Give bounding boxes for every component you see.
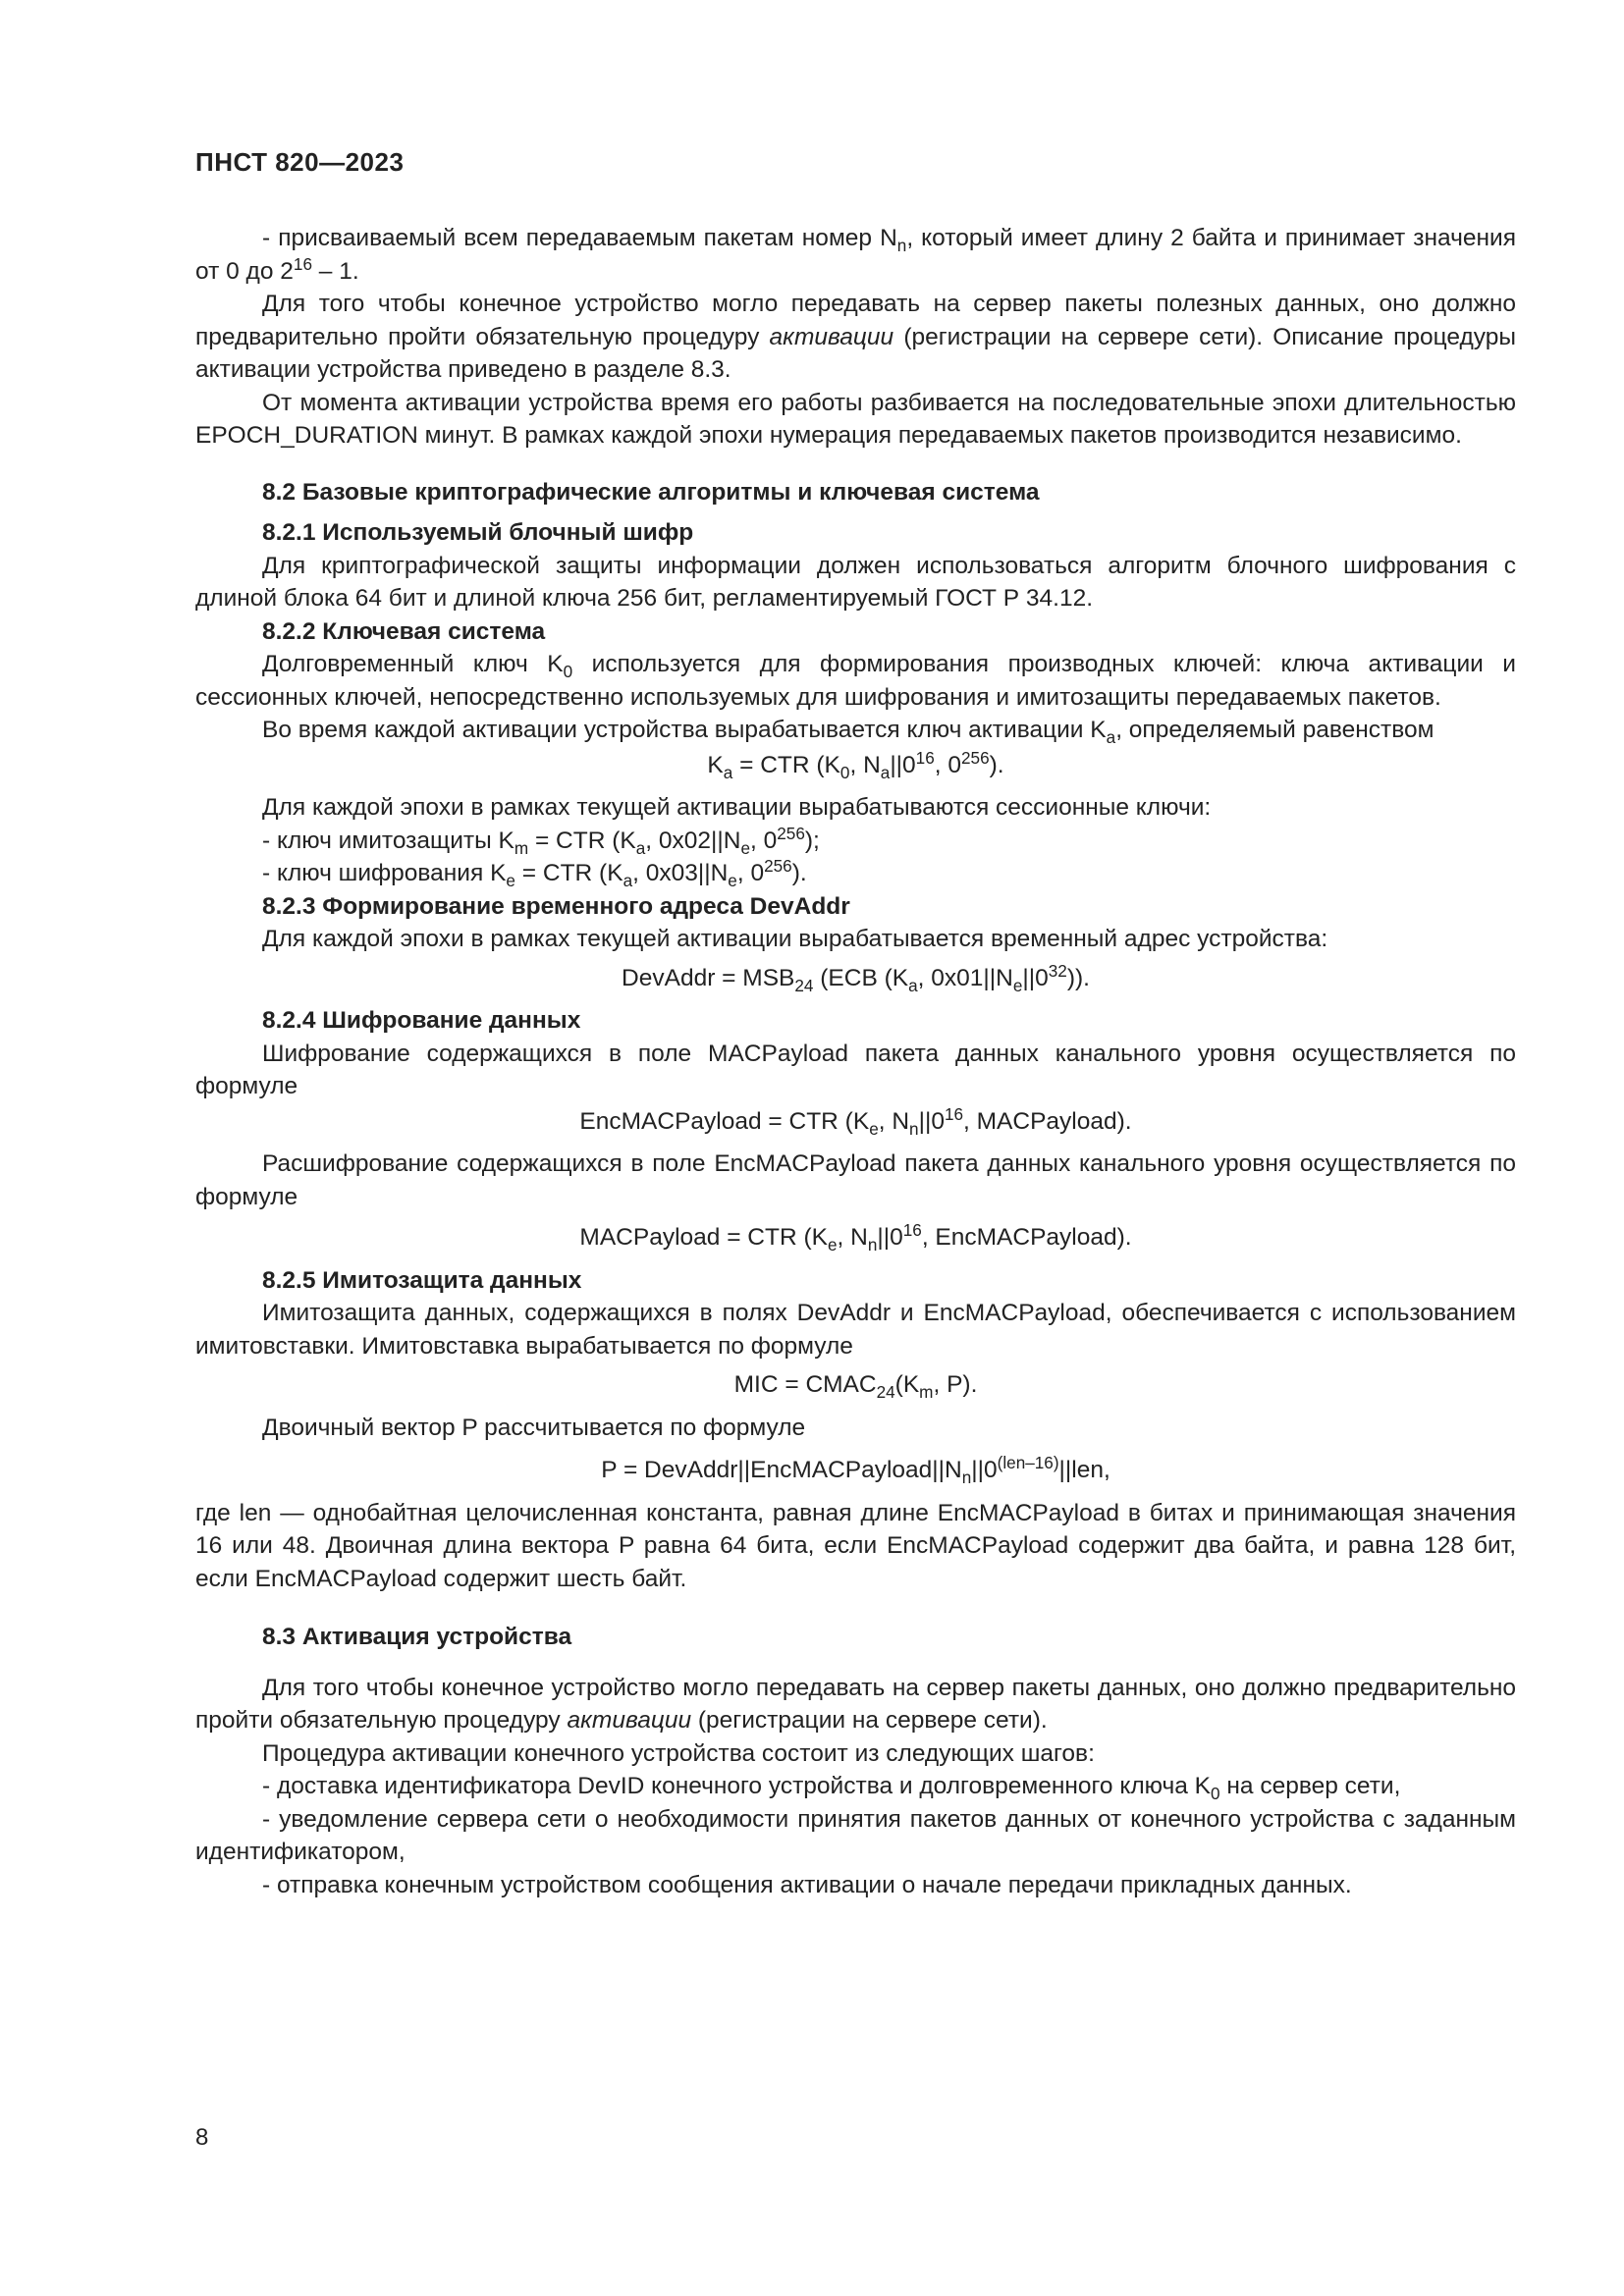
section-8-2-2-paragraph-2: Во время каждой активации устройства вырабатывается ключ активации $K_a$, определяемый равенством [262, 717, 1435, 747]
section-8-2-5-paragraph-2: Двоичный вектор P рассчитывается по формуле [262, 1414, 806, 1441]
formula-ka: $K_a$ = CTR ($K_0$, $N_a||0^{16}$, $0^{256}$). [707, 747, 1004, 782]
formula-decrypt: MACPayload = CTR ($K_e$, $N_n||0^{16}$, EncMACPayload). [579, 1219, 1132, 1255]
section-8-2-1-title: 8.2.1 Используемый блочный шифр [262, 519, 694, 546]
activation-step-2: - уведомление сервера сети о необходимости принятия пакетов данных от конечного устройства с заданным идентификатором, [195, 1805, 1516, 1865]
intro-paragraph-1: - присваиваемый всем передаваемым пакетам номер $N_n$, который имеет длину 2 байта и принимает значения от 0 до $2^{16} - 1$. [195, 225, 1516, 285]
section-8-2-1-text: Для криптографической защиты информации должен использоваться алгоритм блочного шифрования с длиной блока 64 бит и длиной ключа 256 бит, регламентируемый ГОСТ Р 34.12. [195, 552, 1516, 612]
section-8-2-2-title: 8.2.2 Ключевая система [262, 617, 546, 645]
formula-encrypt: EncMACPayload = CTR ($K_e$, $N_n||0^{16}$, MACPayload). [579, 1103, 1132, 1139]
section-8-2-4-paragraph-2: Расшифрование содержащихся в поле EncMACPayload пакета данных канального уровня осуществляется по формуле [195, 1150, 1516, 1210]
formula-mic: MIC = $CMAC_{24}(K_m$, P). [733, 1371, 978, 1402]
section-8-2-4-title: 8.2.4 Шифрование данных [262, 1007, 581, 1034]
activation-step-1: - доставка идентификатора DevID конечного устройства и долговременного ключа $K_0$ на сервер сети, [262, 1773, 1401, 1803]
formula-devaddr: DevAddr = $MSB_{24}$ (ECB ($K_a$, $0x01||N_e||0^{32}$)). [622, 960, 1090, 995]
section-8-3-paragraph-2: Процедура активации конечного устройства состоит из следующих шагов: [262, 1739, 1095, 1767]
page-number: 8 [195, 2124, 209, 2151]
session-key-km: - ключ имитозащиты $K_m$ = CTR ($K_a$, $0x02||N_e$, $0^{256}$); [262, 823, 820, 858]
section-8-2-2-paragraph-1: Долговременный ключ $K_0$ используется для формирования производных ключей: ключа активации и сессионных ключей, непосредственно используемых для шифрования и имитозащиты передаваемых пакетов. [195, 651, 1516, 711]
section-8-2-2-paragraph-3: Для каждой эпохи в рамках текущей активации вырабатываются сессионные ключи: [262, 794, 1212, 821]
intro-paragraph-2: Для того чтобы конечное устройство могло передавать на сервер пакеты полезных данных, оно должно предварительно пройти обязательную процедуру активации (регистрации на сервере сети). Описание процедуры активации устройства приведено в разделе 8.3. [195, 291, 1516, 383]
section-8-2-3-title: 8.2.3 Формирование временного адреса DevAddr [262, 892, 850, 920]
intro-paragraph-3: От момента активации устройства время его работы разбивается на последовательные эпохи длительностью EPOCH_DURATION минут. В рамках каждой эпохи нумерация передаваемых пакетов производится независимо. [195, 389, 1516, 449]
document-body [195, 222, 1516, 1901]
section-8-2-5-paragraph-3: где len — однобайтная целочисленная константа, равная длине EncMACPayload в битах и принимающая значения 16 или 48. Двоичная длина вектора P равна 64 бита, если EncMACPayload содержит два байта, и равна 128 бит, если EncMACPayload содержит шесть байт. [195, 1499, 1516, 1592]
section-8-2-5-title: 8.2.5 Имитозащита данных [262, 1266, 582, 1294]
section-8-2-title: 8.2 Базовые криптографические алгоритмы и ключевая система [262, 478, 1040, 506]
formula-p: $P = DevAddr||EncMACPayload||N_n||0^{(len-16)}||len$, [601, 1452, 1110, 1487]
section-8-3-title: 8.3 Активация устройства [262, 1624, 572, 1650]
activation-step-3: - отправка конечным устройством сообщения активации о начале передачи прикладных данных. [262, 1871, 1352, 1898]
section-8-3-paragraph-1: Для того чтобы конечное устройство могло передавать на сервер пакеты данных, оно должно предварительно пройти обязательную процедуру активации (регистрации на сервере сети). [195, 1674, 1516, 1734]
document-header: ПНСТ 820—2023 [195, 147, 405, 177]
section-8-2-4-paragraph-1: Шифрование содержащихся в поле MACPayload пакета данных канального уровня осуществляется по формуле [195, 1040, 1516, 1099]
section-8-2-5-paragraph-1: Имитозащита данных, содержащихся в полях DevAddr и EncMACPayload, обеспечивается с использованием имитовставки. Имитовставка вырабатывается по формуле [195, 1300, 1516, 1360]
section-8-2-3-text: Для каждой эпохи в рамках текущей активации вырабатывается временный адрес устройства: [262, 926, 1328, 952]
session-key-ke: - ключ шифрования $K_e$ = CTR ($K_a$, $0x03||N_e$, $0^{256}$). [262, 855, 807, 890]
